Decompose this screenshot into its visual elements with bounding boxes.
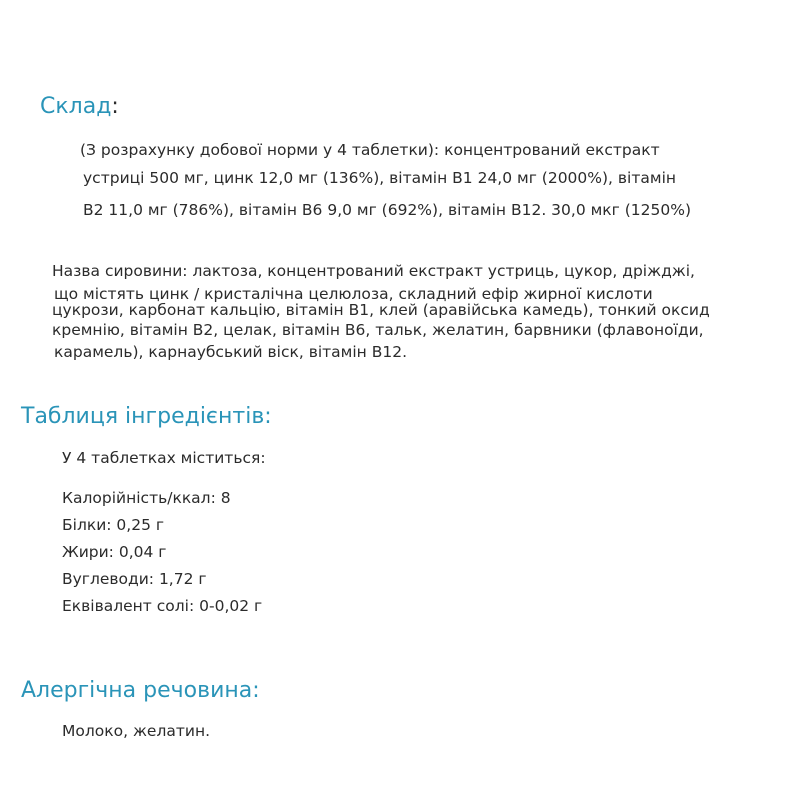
ingredient-row-fat: Жири: 0,04 г xyxy=(62,543,167,561)
ingredients-heading: Таблиця інгредієнтів: xyxy=(21,404,272,429)
dosage-line: (З розрахунку добової норми у 4 таблетки): концентрований екстракт xyxy=(80,141,660,159)
ingredient-row-protein: Білки: 0,25 г xyxy=(62,516,165,534)
dosage-line: устриці 500 мг, цинк 12,0 мг (136%), вітамін B1 24,0 мг (2000%), вітамін xyxy=(83,169,677,187)
composition-heading xyxy=(40,94,119,119)
allergen-text: Молоко, желатин. xyxy=(62,722,211,740)
raw-material-line: що містять цинк / кристалічна целюлоза, складний ефір жирної кислоти xyxy=(54,285,653,303)
raw-material-line: карамель), карнаубський віск, вітамін B12. xyxy=(54,343,408,361)
ingredients-intro: У 4 таблетках міститься: xyxy=(62,449,266,467)
allergen-heading: Алергічна речовина: xyxy=(21,678,260,703)
ingredient-row-calories: Калорійність/ккал: 8 xyxy=(62,489,231,507)
dosage-line: B2 11,0 мг (786%), вітамін B6 9,0 мг (692%), вітамін B12. 30,0 мкг (1250%) xyxy=(83,201,692,219)
composition-heading-colon: : xyxy=(111,94,119,119)
raw-material-line: цукрози, карбонат кальцію, вітамін B1, клей (аравійська камедь), тонкий оксид xyxy=(52,301,710,319)
composition-heading-text: Склад xyxy=(40,94,112,119)
ingredient-row-carbs: Вуглеводи: 1,72 г xyxy=(62,570,207,588)
ingredient-row-salt: Еквівалент солі: 0-0,02 г xyxy=(62,597,263,615)
raw-material-line: Назва сировини: лактоза, концентрований екстракт устриць, цукор, дріжджі, xyxy=(52,262,695,280)
raw-material-line: кремнію, вітамін B2, целак, вітамін B6, тальк, желатин, барвники (флавоноїди, xyxy=(52,321,704,339)
